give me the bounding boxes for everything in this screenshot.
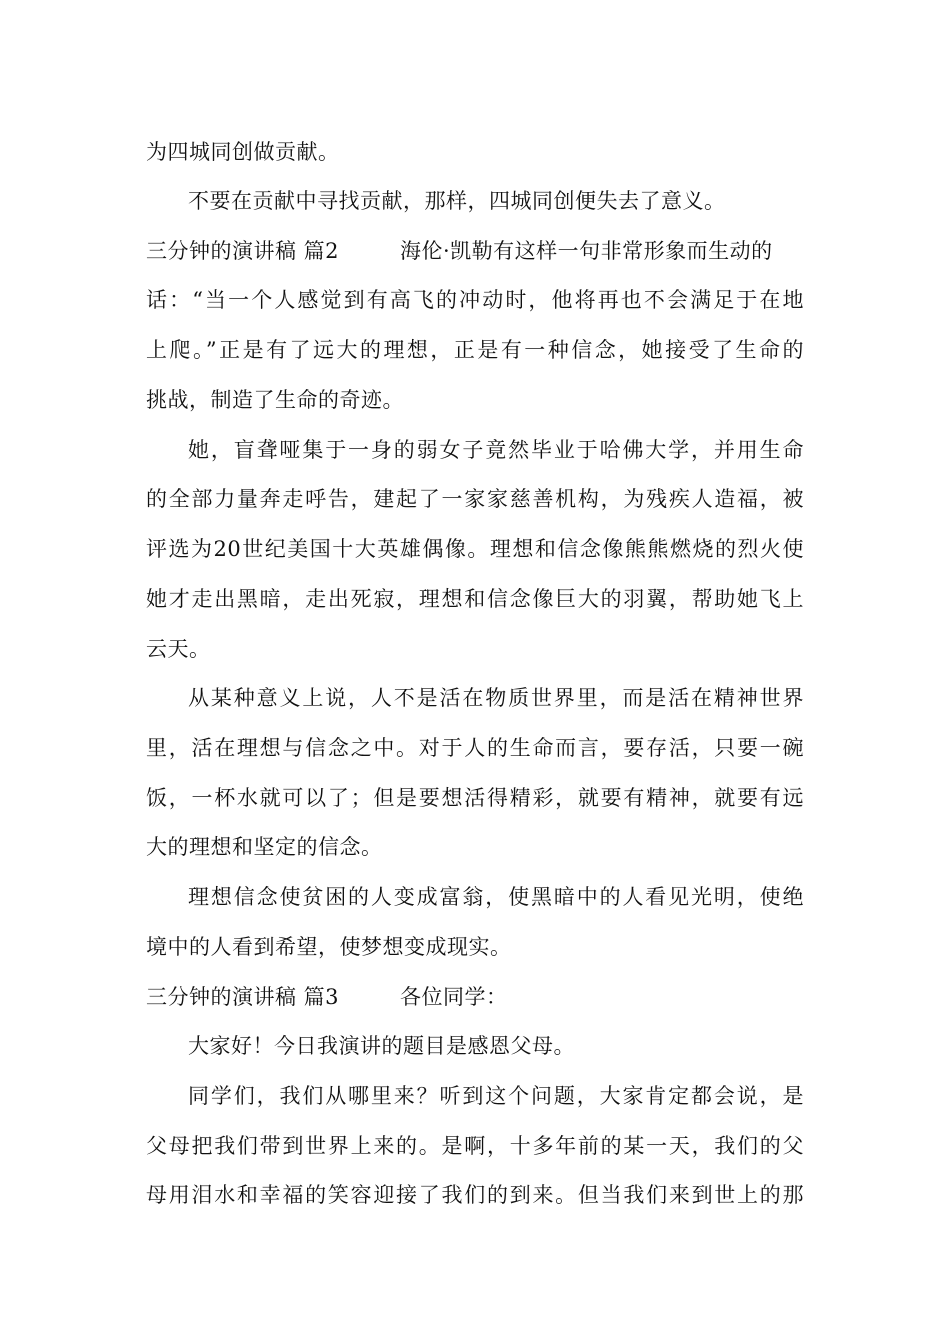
- text-line: 她，盲聋哑集于一身的弱女子竟然毕业于哈佛大学，并用生命: [188, 438, 804, 462]
- section-first-line: 海伦·凯勒有这样一句非常形象而生动的: [400, 239, 773, 263]
- text-line: 她才走出黑暗，走出死寂，理想和信念像巨大的羽翼，帮助她飞上: [146, 587, 804, 611]
- text-line: 境中的人看到希望，使梦想变成现实。: [146, 935, 512, 959]
- text-line: 理想信念使贫困的人变成富翁，使黑暗中的人看见光明，使绝: [188, 885, 804, 909]
- text-line: 从某种意义上说，人不是活在物质世界里，而是活在精神世界: [188, 686, 804, 710]
- section-title: 三分钟的演讲稿 篇2: [146, 239, 340, 263]
- text-line: 话：“当一个人感觉到有高飞的冲动时，他将再也不会满足于在地: [146, 288, 804, 312]
- text-line: 大的理想和坚定的信念。: [146, 835, 383, 859]
- section-heading-2: [146, 236, 773, 266]
- text-line: 同学们，我们从哪里来？听到这个问题，大家肯定都会说，是: [188, 1084, 804, 1108]
- text-line: 挑战，制造了生命的奇迹。: [146, 388, 404, 412]
- section-first-line: 各位同学：: [400, 985, 508, 1009]
- text-line: 大家好！今日我演讲的题目是感恩父母。: [188, 1034, 575, 1058]
- text-line: 父母把我们带到世界上来的。是啊，十多年前的某一天，我们的父: [146, 1134, 804, 1158]
- text-line: 不要在贡献中寻找贡献，那样，四城同创便失去了意义。: [188, 189, 726, 213]
- section-title: 三分钟的演讲稿 篇3: [146, 985, 340, 1009]
- text-line: 里，活在理想与信念之中。对于人的生命而言，要存活，只要一碗: [146, 736, 804, 760]
- text-line: 母用泪水和幸福的笑容迎接了我们的到来。但当我们来到世上的那: [146, 1183, 804, 1207]
- section-heading-3: [146, 982, 508, 1012]
- text-line: 饭，一杯水就可以了；但是要想活得精彩，就要有精神，就要有远: [146, 786, 804, 810]
- text-line: 上爬。”正是有了远大的理想，正是有一种信念，她接受了生命的: [146, 338, 804, 362]
- text-line: 评选为20世纪美国十大英雄偶像。理想和信念像熊熊燃烧的烈火使: [146, 537, 804, 561]
- text-line: 的全部力量奔走呼告，建起了一家家慈善机构，为残疾人造福，被: [146, 487, 804, 511]
- text-line: 为四城同创做贡献。: [146, 140, 340, 164]
- text-line: 云天。: [146, 637, 211, 661]
